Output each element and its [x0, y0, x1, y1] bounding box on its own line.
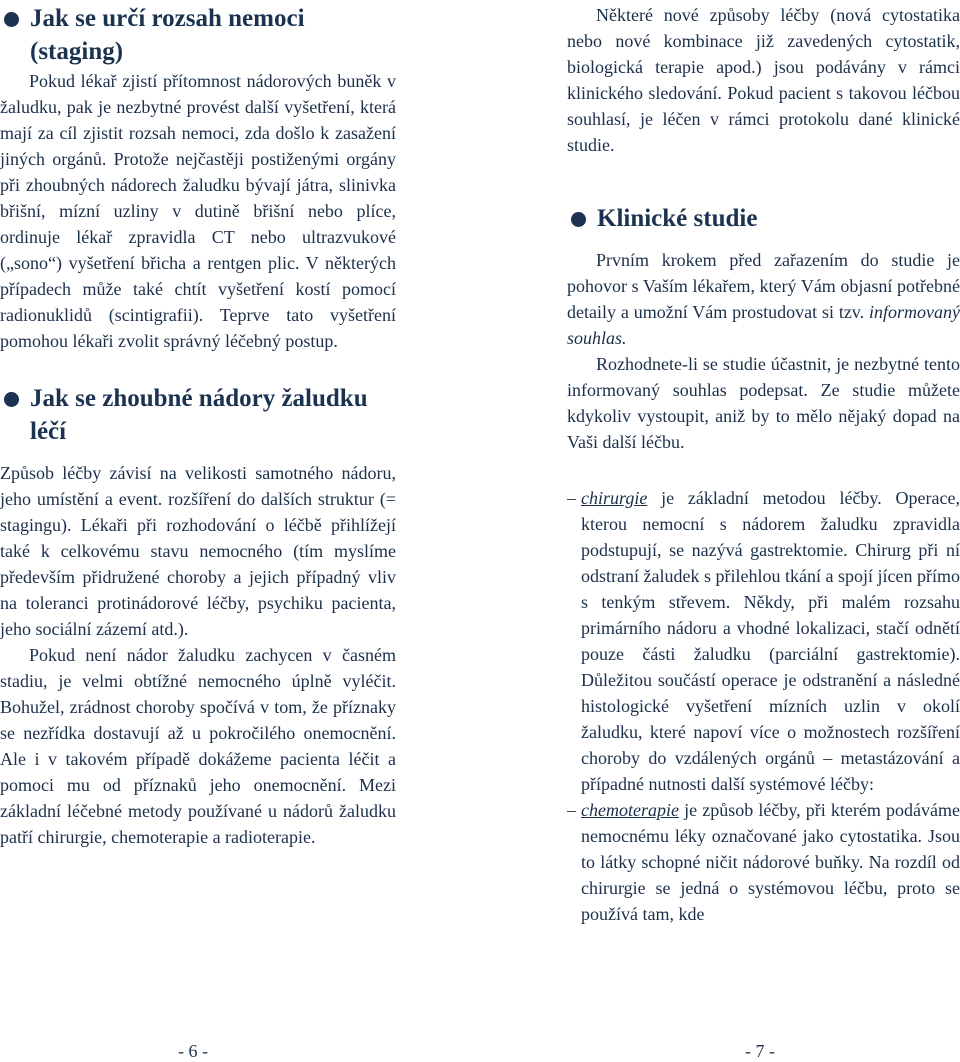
heading-clinical-trials-text: Klinické studie	[597, 205, 758, 232]
list-dash: –	[567, 800, 576, 820]
right-page	[567, 0, 960, 927]
paragraph-trials-1-text: Prvním krokem před zařazením do studie je pohovor s Vaším lékařem, který Vám objasní potřebné detaily a umožní Vám prostudovat si tzv.	[567, 250, 960, 322]
paragraph-treatment-1: Způsob léčby závisí na velikosti samotného nádoru, jeho umístění a event. rozšíření do dalších struktur (= stagingu). Lékaři při rozhodování o léčbě přihlížejí také k celkovému stavu nemocného (tím myslíme především přidružené choroby a jejich případný vliv na toleranci protinádorové léčby, psychiku pacienta, jeho sociální zázemí atd.).	[0, 463, 396, 639]
paragraph-treatment-2: Pokud není nádor žaludku zachycen v časném stadiu, je velmi obtížné nemocného úplně vyléčit. Bohužel, zrádnost choroby spočívá v tom, že příznaky se nezřídka dostavují až u pokročilého onemocnění. Ale i v takovém případě dokážeme pacienta léčit a pomoci mu od příznaků jeho onemocnění. Mezi základní léčebné metody používané u nádorů žaludku patří chirurgie, chemoterapie a radioterapie.	[0, 645, 396, 847]
term-surgery: chirurgie	[581, 488, 648, 508]
chemotherapy-description: je způsob léčby, při kterém podáváme nemocnému léky označované jako cytostatika. Jsou to látky schopné ničit nádorové buňky. Na rozdíl od chirurgie se jedná o systémovou léčbu, proto se používá tam, kde	[581, 800, 960, 924]
heading-clinical-trials	[567, 202, 960, 235]
treatment-methods-list	[567, 485, 960, 927]
bullet-icon	[571, 212, 586, 227]
page-number-left: - 6 -	[178, 1041, 208, 1061]
paragraph-intro: Některé nové způsoby léčby (nová cytostatika nebo nové kombinace již zavedených cytostatik, biologická terapie apod.) jsou podávány v rámci klinického sledování. Pokud pacient s takovou léčbou souhlasí, je léčen v rámci protokolu dané klinické studie.	[567, 5, 960, 155]
left-page	[0, 0, 396, 850]
paragraph-trials-2: Rozhodnete-li se studie účastnit, je nezbytné tento informovaný souhlas podepsat. Ze studie můžete kdykoliv vystoupit, aniž by to mělo nějaký dopad na Vaši další léčbu.	[567, 354, 960, 452]
paragraph-staging: Pokud lékař zjistí přítomnost nádorových buněk v žaludku, pak je nezbytné provést další vyšetření, která mají za cíl zjistit rozsah nemoci, zda došlo k zasažení jiných orgánů. Protože nejčastěji postiženými orgány při zhoubných nádorech žaludku bývají játra, slinivka břišní, mízní uzliny v dutině břišní nebo plíce, ordinuje lékař zpravidla CT nebo ultrazvukové („sono“) vyšetření břicha a rentgen plic. V některých případech může také chtít vyšetření kostí pomocí radionuklidů (scintigrafii). Teprve tato vyšetření pomohou lékaři zvolit správný léčebný postup.	[0, 71, 396, 351]
bullet-icon	[4, 12, 19, 27]
list-item-chemotherapy	[567, 797, 960, 927]
surgery-description: je základní metodou léčby. Operace, kterou nemocní s nádorem žaludku zpravidla podstupují, se nazývá gastrektomie. Chirurg při ní odstraní žaludek s přilehlou tkání a spojí jícen přímo s tenkým střevem. Někdy, při malém rozsahu primárního nádoru a vhodné lokalizaci, stačí odnětí pouze části žaludku (parciální gastrektomie). Důležitou součástí operace je odstranění a následné histologické vyšetření mízních uzlin v okolí žaludku, které napoví více o možnostech rozšíření choroby do vzdálených orgánů – metastázování a případné nutnosti další systémové léčby:	[581, 488, 960, 794]
list-item-surgery	[567, 485, 960, 797]
page-number-right: - 7 -	[745, 1041, 775, 1061]
heading-treatment	[0, 382, 396, 448]
heading-staging	[0, 2, 396, 68]
term-chemotherapy: chemoterapie	[581, 800, 679, 820]
list-item-surgery-text	[581, 485, 960, 797]
heading-treatment-text: Jak se zhoubné nádory žaludku léčí	[30, 385, 368, 445]
bullet-icon	[4, 392, 19, 407]
heading-staging-text: Jak se určí rozsah nemoci (staging)	[30, 5, 305, 65]
informed-consent-term: informovaný souhlas.	[567, 302, 960, 348]
paragraph-trials-1	[567, 247, 960, 351]
list-item-chemotherapy-text	[581, 797, 960, 927]
list-dash: –	[567, 488, 576, 508]
